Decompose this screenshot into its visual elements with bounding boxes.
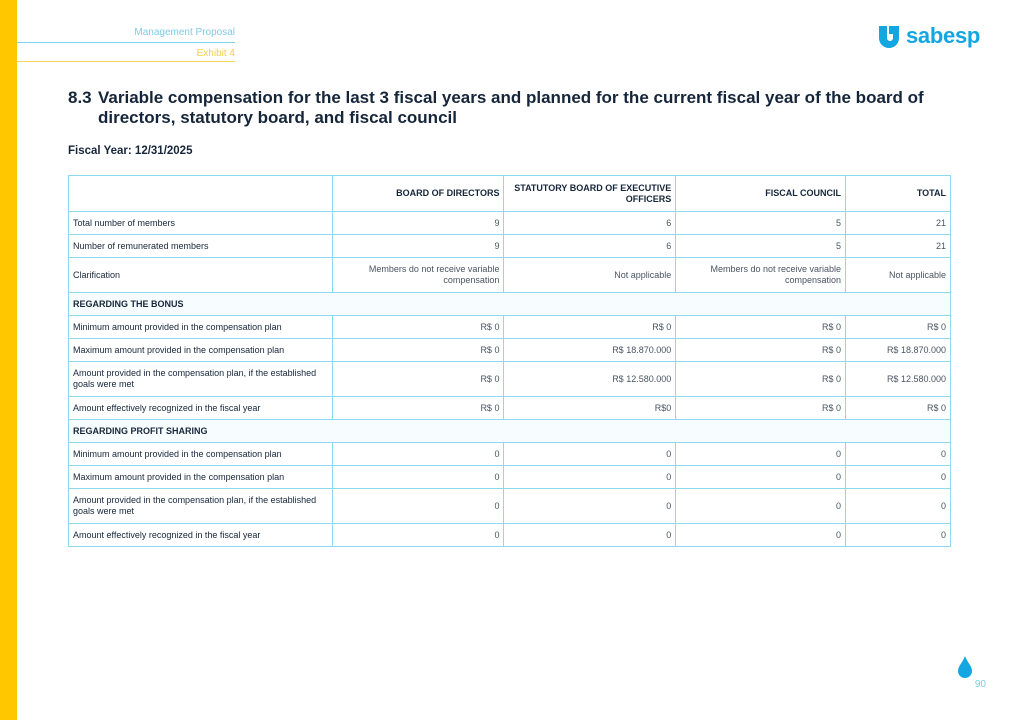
row-label: Minimum amount provided in the compensation plan <box>69 316 333 339</box>
table-cell: 0 <box>332 466 504 489</box>
section-title-line1: Variable compensation for the last 3 fiscal years and planned for the current fiscal year of the board of <box>98 88 924 107</box>
table-row <box>69 212 951 235</box>
section-label: REGARDING THE BONUS <box>69 293 951 316</box>
table-cell: 21 <box>846 235 951 258</box>
table-cell: Not applicable <box>504 258 676 293</box>
table-cell: 0 <box>504 443 676 466</box>
table-cell: 0 <box>846 489 951 524</box>
section-title-line2: directors, statutory board, and fiscal council <box>98 108 457 127</box>
table-section-row <box>69 420 951 443</box>
column-header: BOARD OF DIRECTORS <box>332 176 504 212</box>
page-number: 90 <box>974 679 986 690</box>
table-row <box>69 466 951 489</box>
table-cell: 0 <box>332 489 504 524</box>
table-row <box>69 258 951 293</box>
table-cell: R$0 <box>504 397 676 420</box>
fiscal-year-label: Fiscal Year: 12/31/2025 <box>68 145 193 157</box>
logo-wordmark: sabesp <box>906 23 981 48</box>
row-label: Amount effectively recognized in the fiscal year <box>69 524 333 547</box>
table-cell: 0 <box>504 524 676 547</box>
table-cell: 9 <box>332 235 504 258</box>
table-cell: 0 <box>504 489 676 524</box>
table-section-row <box>69 293 951 316</box>
table-row <box>69 397 951 420</box>
table-cell: 0 <box>676 443 846 466</box>
table-cell: 0 <box>676 489 846 524</box>
row-label: Minimum amount provided in the compensation plan <box>69 443 333 466</box>
table-cell: 0 <box>846 443 951 466</box>
table-cell: 0 <box>846 524 951 547</box>
table-cell: R$ 0 <box>846 397 951 420</box>
table-row <box>69 489 951 524</box>
column-header <box>69 176 333 212</box>
table-cell: 0 <box>332 443 504 466</box>
table-cell: 6 <box>504 212 676 235</box>
side-accent-bar <box>0 0 17 720</box>
table-cell: 5 <box>676 212 846 235</box>
table-body <box>69 212 951 547</box>
table-cell: R$ 0 <box>332 397 504 420</box>
table-cell: R$ 0 <box>332 316 504 339</box>
section-number: 8.3 <box>68 88 92 107</box>
table-cell: R$ 0 <box>504 316 676 339</box>
column-header: STATUTORY BOARD OF EXECUTIVE OFFICERS <box>504 176 676 212</box>
header-divider-blue <box>17 42 235 43</box>
table-cell: 5 <box>676 235 846 258</box>
table-cell: 0 <box>846 466 951 489</box>
table-cell: R$ 0 <box>846 316 951 339</box>
header-divider-yellow <box>17 61 235 62</box>
table-cell: R$ 18.870.000 <box>846 339 951 362</box>
sabesp-logo-icon <box>876 23 902 49</box>
table-cell: 21 <box>846 212 951 235</box>
table-row <box>69 339 951 362</box>
column-header: FISCAL COUNCIL <box>676 176 846 212</box>
water-drop-icon <box>958 656 972 678</box>
row-label: Amount effectively recognized in the fiscal year <box>69 397 333 420</box>
table-row <box>69 524 951 547</box>
table-cell: R$ 0 <box>332 362 504 397</box>
table-row <box>69 443 951 466</box>
table-row <box>69 235 951 258</box>
table-cell: R$ 12.580.000 <box>504 362 676 397</box>
section-heading <box>68 88 948 128</box>
table-cell: Not applicable <box>846 258 951 293</box>
row-label: Number of remunerated members <box>69 235 333 258</box>
section-label: REGARDING PROFIT SHARING <box>69 420 951 443</box>
row-label: Amount provided in the compensation plan, if the established goals were met <box>69 489 333 524</box>
table-row <box>69 362 951 397</box>
table-cell: R$ 0 <box>676 316 846 339</box>
row-label: Total number of members <box>69 212 333 235</box>
exhibit-label: Exhibit 4 <box>196 48 235 59</box>
table-cell: Members do not receive variable compensation <box>332 258 504 293</box>
table-cell: R$ 0 <box>676 397 846 420</box>
table-header-row <box>69 176 951 212</box>
row-label: Amount provided in the compensation plan, if the established goals were met <box>69 362 333 397</box>
table-cell: 0 <box>504 466 676 489</box>
table-cell: Members do not receive variable compensation <box>676 258 846 293</box>
row-label: Clarification <box>69 258 333 293</box>
row-label: Maximum amount provided in the compensation plan <box>69 339 333 362</box>
table-cell: 6 <box>504 235 676 258</box>
table-cell: 0 <box>676 524 846 547</box>
table-cell: R$ 0 <box>676 362 846 397</box>
table-cell: 9 <box>332 212 504 235</box>
column-header: TOTAL <box>846 176 951 212</box>
document-title: Management Proposal <box>134 27 235 38</box>
table-row <box>69 316 951 339</box>
table-cell: R$ 12.580.000 <box>846 362 951 397</box>
table-cell: R$ 0 <box>332 339 504 362</box>
table-cell: 0 <box>676 466 846 489</box>
table-cell: R$ 18.870.000 <box>504 339 676 362</box>
variable-compensation-table <box>68 175 951 547</box>
table-cell: R$ 0 <box>676 339 846 362</box>
row-label: Maximum amount provided in the compensation plan <box>69 466 333 489</box>
sabesp-logo <box>876 22 988 50</box>
table-cell: 0 <box>332 524 504 547</box>
